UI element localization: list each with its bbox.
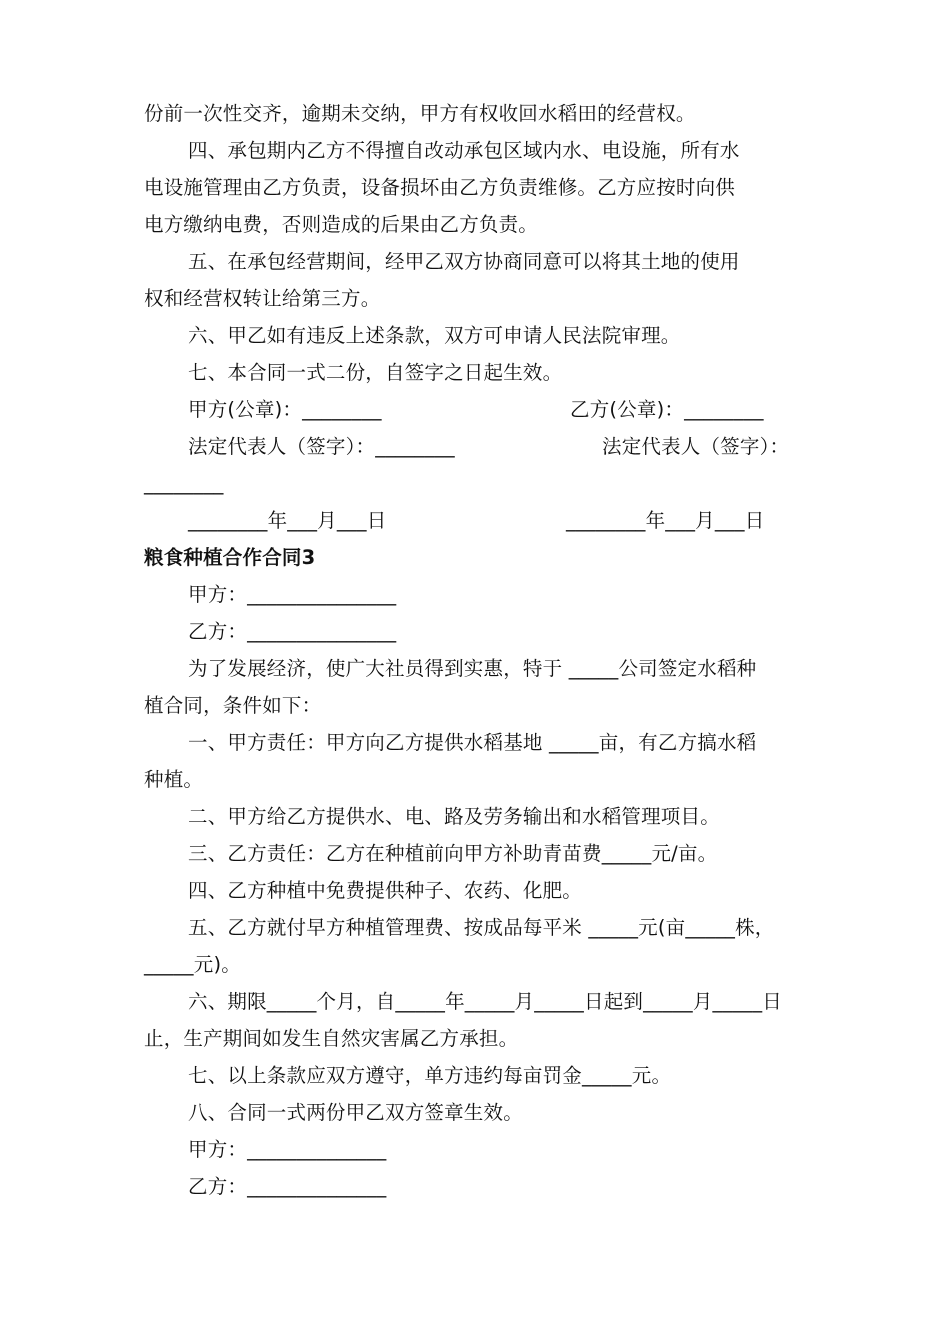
party-a-seal: 甲方(公章)：________ <box>188 398 382 421</box>
clause-2: 二、甲方给乙方提供水、电、路及劳务输出和水稻管理项目。 <box>188 805 720 828</box>
party-b-line: 乙方：_______________ <box>188 620 397 643</box>
party-b-seal: 乙方(公章)：________ <box>570 398 764 421</box>
clause-5: 五、乙方就付早方种植管理费、按成品每平米 _____元(亩_____株， <box>188 916 775 939</box>
party-b-date: ________年___月___日 <box>566 509 765 532</box>
party-a-line: 甲方：_______________ <box>188 583 397 606</box>
text-line: 权和经营权转让给第三方。 <box>144 287 381 310</box>
party-a-representative: 法定代表人（签字）：________ <box>188 435 455 458</box>
clause-6: 六、甲乙如有违反上述条款，双方可申请人民法院审理。 <box>188 324 681 347</box>
party-b-representative: 法定代表人（签字）： <box>602 435 790 458</box>
text-line: 植合同，条件如下： <box>144 694 322 717</box>
text-line: 止，生产期间如发生自然灾害属乙方承担。 <box>144 1027 519 1050</box>
text-line: 种植。 <box>144 768 204 791</box>
rep-row <box>144 428 830 465</box>
party-a-date: ________年___月___日 <box>188 509 387 532</box>
clause-4: 四、承包期内乙方不得擅自改动承包区域内水、电设施，所有水 <box>188 139 740 162</box>
signature-blank: ________ <box>144 472 224 495</box>
preamble: 为了发展经济，使广大社员得到实惠，特于 _____公司签定水稻种 <box>188 657 757 680</box>
text-line: 份前一次性交齐，逾期未交纳，甲方有权收回水稻田的经营权。 <box>144 102 696 125</box>
clause-7: 七、以上条款应双方遵守，单方违约每亩罚金_____元。 <box>188 1064 672 1087</box>
section-heading: 粮食种植合作合同3 <box>144 546 316 569</box>
clause-7: 七、本合同一式二份，自签字之日起生效。 <box>188 361 563 384</box>
clause-6: 六、期限_____个月，自_____年_____月_____日起到_____月_____日 <box>188 990 783 1013</box>
date-row <box>144 502 830 539</box>
party-b-sign: 乙方：______________ <box>188 1175 387 1198</box>
clause-1: 一、甲方责任：甲方向乙方提供水稻基地 _____亩，有乙方搞水稻 <box>188 731 757 754</box>
clause-5: 五、在承包经营期间，经甲乙双方协商同意可以将其土地的使用 <box>188 250 740 273</box>
clause-4: 四、乙方种植中免费提供种子、农药、化肥。 <box>188 879 583 902</box>
seal-row <box>144 391 830 428</box>
text-line: 电设施管理由乙方负责，设备损坏由乙方负责维修。乙方应按时向供 <box>144 176 736 199</box>
clause-8: 八、合同一式两份甲乙双方签章生效。 <box>188 1101 523 1124</box>
party-a-sign: 甲方：______________ <box>188 1138 387 1161</box>
text-line: 电方缴纳电费，否则造成的后果由乙方负责。 <box>144 213 539 236</box>
text-line: _____元)。 <box>144 953 241 976</box>
clause-3: 三、乙方责任：乙方在种植前向甲方补助青苗费_____元/亩。 <box>188 842 718 865</box>
